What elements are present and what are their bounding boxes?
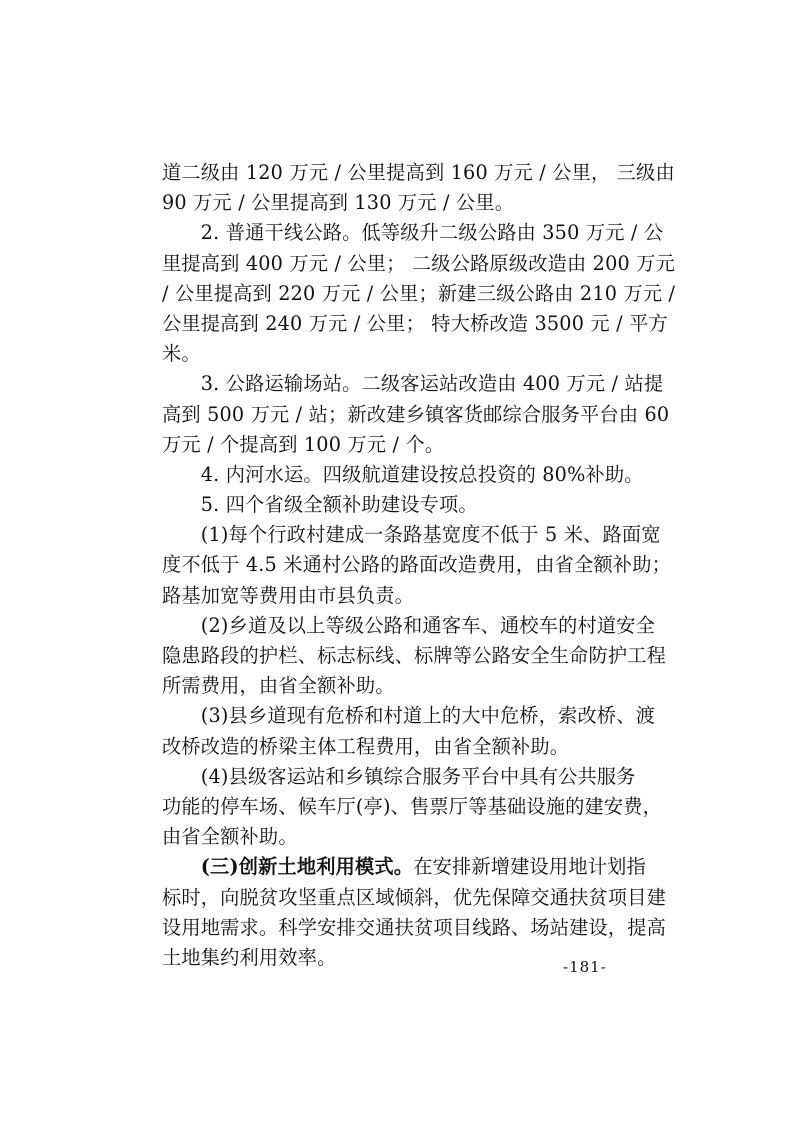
- text-line: 米。: [162, 342, 201, 366]
- text-line: 2. 普通干线公路。低等级升二级公路由 350 万元 / 公: [162, 221, 664, 245]
- paragraphs: [162, 158, 676, 852]
- text-line: 设用地需求。科学安排交通扶贫项目线路、场站建设，提高: [162, 915, 667, 939]
- text-line: 改桥改造的桥梁主体工程费用，由省全额补助。: [162, 734, 570, 758]
- page-number: -181-: [563, 958, 607, 976]
- section-3-first-line: [162, 852, 646, 882]
- text-line: 所需费用，由省全额补助。: [162, 674, 395, 698]
- section-3-paragraph: [162, 883, 667, 974]
- text-line: 隐患路段的护栏、标志标线、标牌等公路安全生命防护工程: [162, 644, 667, 667]
- text-line: (3)县乡道现有危桥和村道上的大中危桥，索改桥、渡: [162, 704, 656, 728]
- text-line: 90 万元 / 公里提高到 130 万元 / 公里。: [162, 191, 515, 215]
- text-line: 功能的停车场、候车厅(亭)、售票厅等基础设施的建安费，: [162, 794, 663, 818]
- document-body: [162, 158, 676, 973]
- text-line: 道二级由 120 万元 / 公里提高到 160 万元 / 公里， 三级由: [162, 161, 675, 184]
- text-line: 标时，向脱贫攻坚重点区域倾斜，优先保障交通扶贫项目建: [162, 885, 667, 909]
- text-line: 4. 内河水运。四级航道建设按总投资的 80%补助。: [162, 462, 644, 486]
- text-line: 度不低于 4.5 米通村公路的路面改造费用，由省全额补助；: [162, 553, 672, 577]
- text-line: 高到 500 万元 / 站；新改建乡镇客货邮综合服务平台由 60: [162, 402, 670, 426]
- text-line: 3. 公路运输场站。二级客运站改造由 400 万元 / 站提: [162, 372, 664, 396]
- text-line: 万元 / 个提高到 100 万元 / 个。: [162, 432, 445, 456]
- text-line: 里提高到 400 万元 / 公里； 二级公路原级改造由 200 万元: [162, 251, 675, 275]
- text-line: (2)乡道及以上等级公路和通客车、通校车的村道安全: [162, 613, 656, 637]
- section-3-text: 在安排新增建设用地计划指: [413, 855, 646, 879]
- text-line: 路基加宽等费用由市县负责。: [162, 583, 415, 607]
- section-3-heading: (三)创新土地利用模式。: [162, 855, 414, 879]
- text-line: (4)县级客运站和乡镇综合服务平台中具有公共服务: [162, 764, 636, 788]
- text-line: / 公里提高到 220 万元 / 公里；新建三级公路由 210 万元 /: [162, 281, 676, 305]
- text-line: 由省全额补助。: [162, 825, 298, 849]
- text-line: (1)每个行政村建成一条路基宽度不低于 5 米、路面宽: [162, 523, 661, 547]
- text-line: 土地集约利用效率。: [162, 945, 337, 969]
- text-line: 公里提高到 240 万元 / 公里； 特大桥改造 3500 元 / 平方: [162, 311, 668, 335]
- text-line: 5. 四个省级全额补助建设专项。: [162, 493, 478, 517]
